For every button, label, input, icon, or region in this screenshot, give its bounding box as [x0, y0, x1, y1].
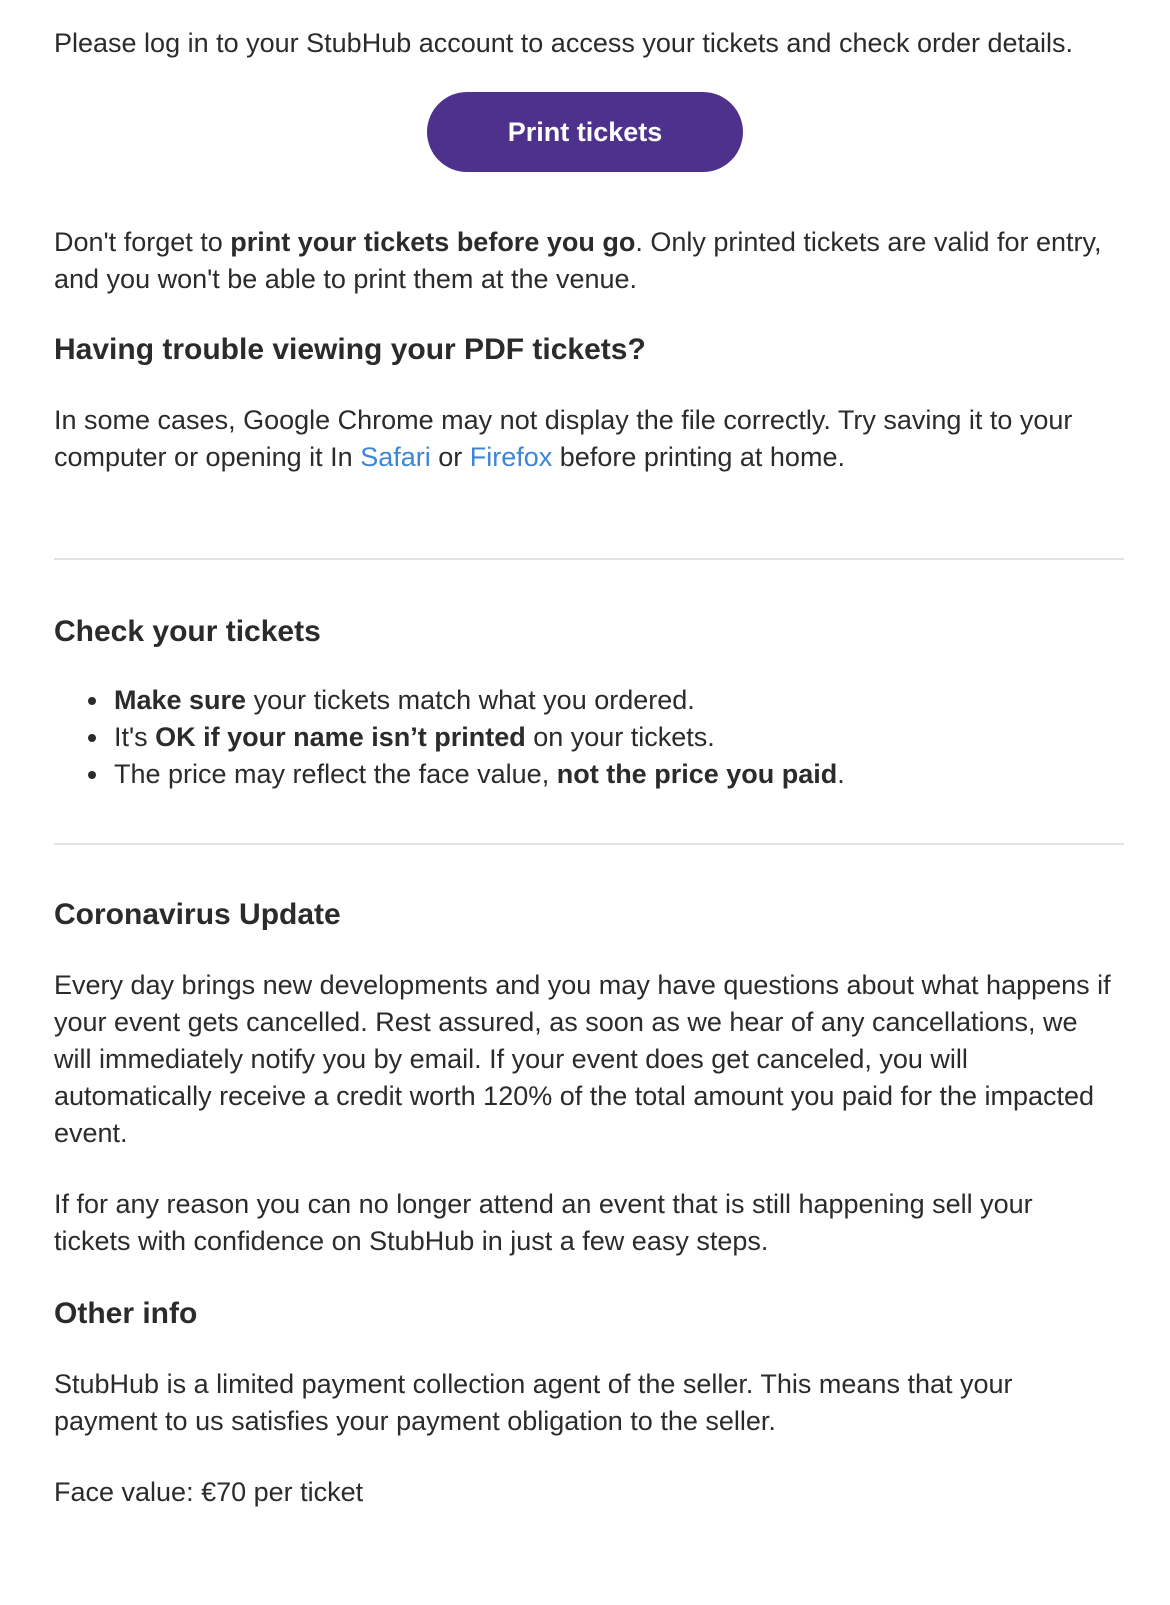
list-item-before: The price may reflect the face value, [114, 759, 557, 789]
coronavirus-heading: Coronavirus Update [54, 898, 341, 931]
pdf-help-text-3: before printing at home. [552, 442, 845, 472]
print-reminder [54, 224, 1116, 298]
pdf-help-heading: Having trouble viewing your PDF tickets? [54, 333, 646, 366]
list-item-after: your tickets match what you ordered. [246, 685, 695, 715]
other-info-text: StubHub is a limited payment collection agent of the seller. This means that your payment to us satisfies your payment obligation to the seller. [54, 1369, 1013, 1436]
check-tickets-list [54, 682, 1116, 793]
check-tickets-heading: Check your tickets [54, 615, 321, 648]
list-item [88, 682, 1116, 719]
reminder-bold: print your tickets before you go [230, 227, 636, 257]
face-value-text: Face value: €70 per ticket [54, 1477, 364, 1507]
coronavirus-para-2: If for any reason you can no longer attend an event that is still happening sell your tickets with confidence on StubHub in just a few easy steps. [54, 1189, 1033, 1256]
pdf-help-text-1: In some cases, Google Chrome may not display the file correctly. Try saving it to your computer or opening it In [54, 405, 1073, 472]
safari-link[interactable]: Safari [360, 442, 431, 472]
reminder-text-1: Don't forget to [54, 227, 231, 257]
list-item [88, 719, 1116, 756]
pdf-help-text [54, 402, 1116, 476]
other-info-heading: Other info [54, 1297, 198, 1330]
list-item-after: on your tickets. [525, 722, 715, 752]
list-item-bold: Make sure [114, 685, 247, 715]
coronavirus-para-1: Every day brings new developments and you may have questions about what happens if your event gets cancelled. Rest assured, as soon as we hear of any cancellations, we will immediately notify you by email. If your event does get canceled, you will automatically receive a credit worth 120% of the total amount you paid for the impacted event. [54, 970, 1111, 1148]
print-tickets-button[interactable]: Print tickets [427, 92, 743, 172]
list-item-before: It's [114, 722, 156, 752]
list-item [88, 756, 1116, 793]
intro-text: Please log in to your StubHub account to access your tickets and check order details. [54, 28, 1074, 58]
reminder-text-2: . Only printed tickets are valid for entry, and you won't be able to print them at the venue. [54, 227, 1102, 294]
firefox-link[interactable]: Firefox [469, 442, 553, 472]
pdf-help-text-2: or [430, 442, 470, 472]
list-item-after: . [837, 759, 845, 789]
section-divider [54, 843, 1124, 845]
list-item-bold: not the price you paid [556, 759, 838, 789]
print-button-row [54, 92, 1116, 172]
section-divider [54, 558, 1124, 560]
list-item-bold: OK if your name isn’t printed [155, 722, 526, 752]
